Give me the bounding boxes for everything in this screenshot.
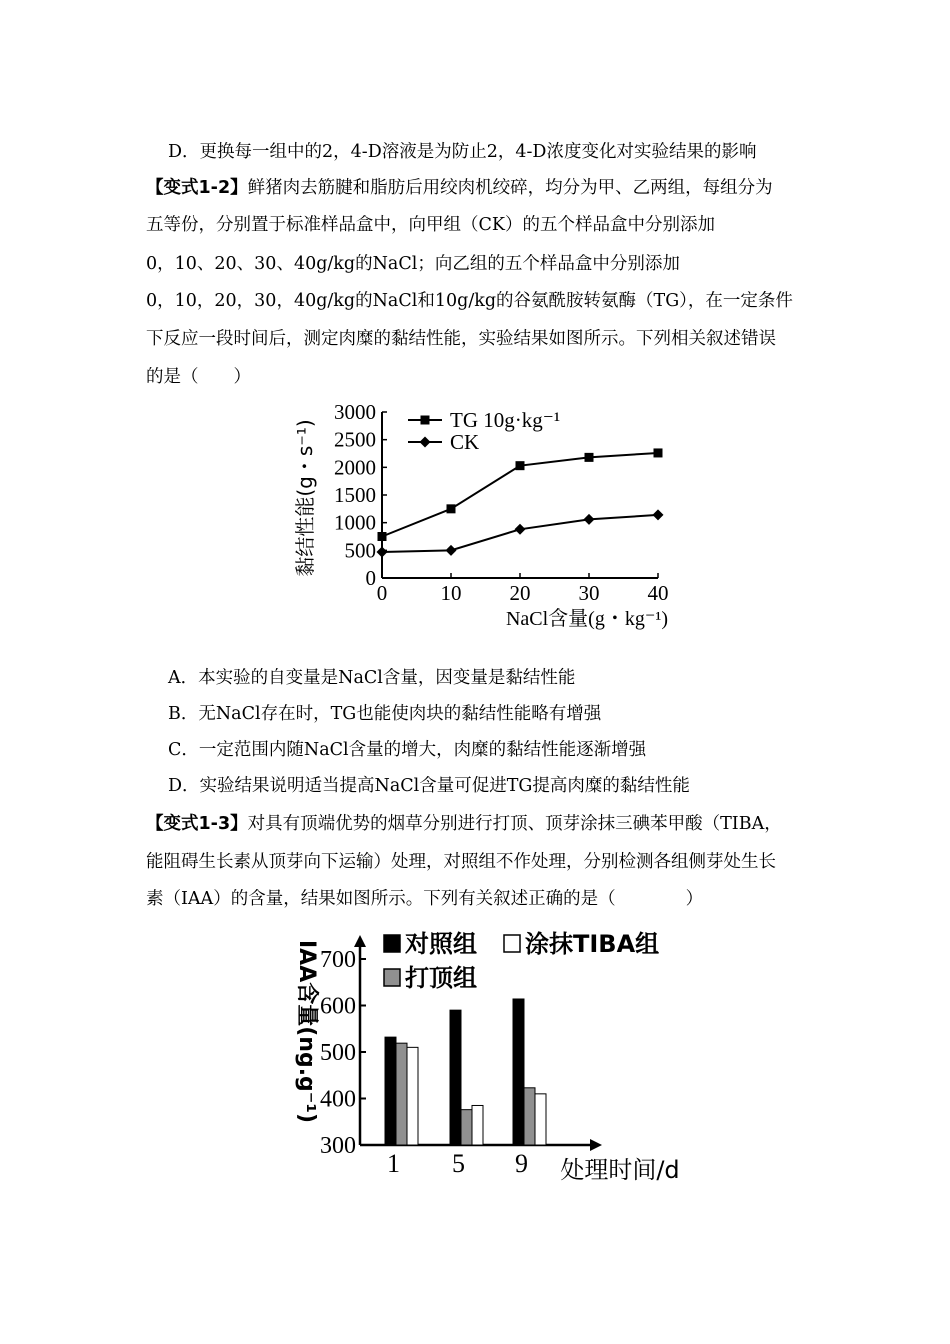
variant-1-2-first-line [146,177,773,199]
option-a: A．本实验的自变量是NaCl含量，因变量是黏结性能 [168,668,576,688]
option-b: B．无NaCl存在时，TG也能使肉块的黏结性能略有增强 [168,704,602,724]
legend-swatch [384,935,400,952]
variant-1-3-line-2: 能阻碍生长素从顶芽向下运输）处理，对照组不作处理，分别检测各组侧芽处生长 [146,852,776,872]
data-point [653,509,664,520]
y-tick-label: 1000 [334,510,376,535]
line-chart-adhesion [290,398,690,633]
y-tick-label: 500 [320,1040,356,1066]
x-axis-label: NaCl含量(g・kg⁻¹) [505,608,669,630]
data-point [654,448,663,457]
x-tick-label: 20 [509,581,531,605]
variant-1-2-line-3: 0，10、20、30、40g/kg的NaCl；向乙组的五个样品盒中分别添加 [146,254,680,274]
x-tick-label: 30 [578,581,600,605]
legend-label: 涂抹TIBA组 [525,930,660,958]
legend-label: 打顶组 [405,964,477,992]
legend-label: CK [450,430,480,454]
bar [524,1088,535,1145]
legend-label: 对照组 [405,930,477,958]
bar [513,999,524,1145]
variant-1-3-line-3: 素（IAA）的含量，结果如图所示。下列有关叙述正确的是（ ） [146,889,704,909]
y-tick-label: 500 [344,538,376,563]
bar [385,1037,396,1145]
variant-1-3-line-1: 对具有顶端优势的烟草分别进行打顶、顶芽涂抹三碘苯甲酸（TIBA， [247,814,782,834]
variant-1-2-line-1: 鲜猪肉去筋腱和脂肪后用绞肉机绞碎，均分为甲、乙两组，每组分为 [247,178,773,198]
bar-chart-iaa [280,925,700,1190]
variant-1-3-tag: 【变式1-3】 [146,814,248,834]
data-point [378,532,387,541]
x-axis-label: 处理时间/d [560,1156,680,1184]
y-tick-label: 400 [320,1086,356,1113]
x-axis-arrow [590,1139,602,1151]
bar [472,1105,483,1145]
legend-marker [420,437,431,448]
data-point [516,461,525,470]
bar [396,1043,407,1145]
data-point [447,504,456,513]
bar [461,1110,472,1145]
bar [407,1047,418,1145]
variant-1-3-first-line [146,813,782,835]
x-tick-label: 1 [387,1149,400,1178]
x-tick-label: 10 [440,581,462,605]
legend-marker [421,416,430,425]
variant-1-2-line-2: 五等份，分别置于标准样品盒中，向甲组（CK）的五个样品盒中分别添加 [146,215,715,235]
variant-1-2-line-4: 0，10，20，30，40g/kg的NaCl和10g/kg的谷氨酰胺转氨酶（TG），在一定条件 [146,291,793,311]
data-point [377,546,388,557]
variant-1-2-tag: 【变式1-2】 [146,178,248,198]
y-tick-label: 2500 [334,427,376,452]
y-tick-label: 0 [365,566,376,590]
x-tick-label: 0 [376,581,388,605]
y-tick-label: 300 [320,1133,356,1159]
data-point [584,514,595,525]
option-c: C．一定范围内随NaCl含量的增大，肉糜的黏结性能逐渐增强 [168,740,647,760]
bar [535,1094,546,1145]
x-tick-label: 5 [452,1149,465,1178]
y-tick-label: 2000 [334,455,376,480]
y-axis-label: 黏结性能(g・s⁻¹) [293,419,317,577]
bar [450,1010,461,1145]
y-tick-label: 600 [320,993,356,1020]
prev-option-d: D．更换每一组中的2，4-D溶液是为防止2，4-D浓度变化对实验结果的影响 [168,142,757,162]
option-d: D．实验结果说明适当提高NaCl含量可促进TG提高肉糜的黏结性能 [168,776,690,796]
data-point [585,453,594,462]
y-axis-arrow [354,935,366,947]
y-tick-label: 700 [320,947,356,973]
legend-swatch [504,935,520,952]
x-tick-label: 9 [515,1149,528,1178]
variant-1-2-line-5: 下反应一段时间后，测定肉糜的黏结性能，实验结果如图所示。下列相关叙述错误 [146,329,776,349]
y-axis-label: IAA含量(ng.g⁻¹) [294,940,319,1124]
data-point [515,524,526,535]
legend-label: TG 10g·kg⁻¹ [450,408,561,432]
x-tick-label: 40 [647,581,669,605]
y-tick-label: 1500 [334,483,376,507]
variant-1-2-line-6: 的是（ ） [146,367,251,387]
legend-swatch [384,969,400,986]
y-tick-label: 3000 [334,400,376,424]
data-point [446,545,457,556]
